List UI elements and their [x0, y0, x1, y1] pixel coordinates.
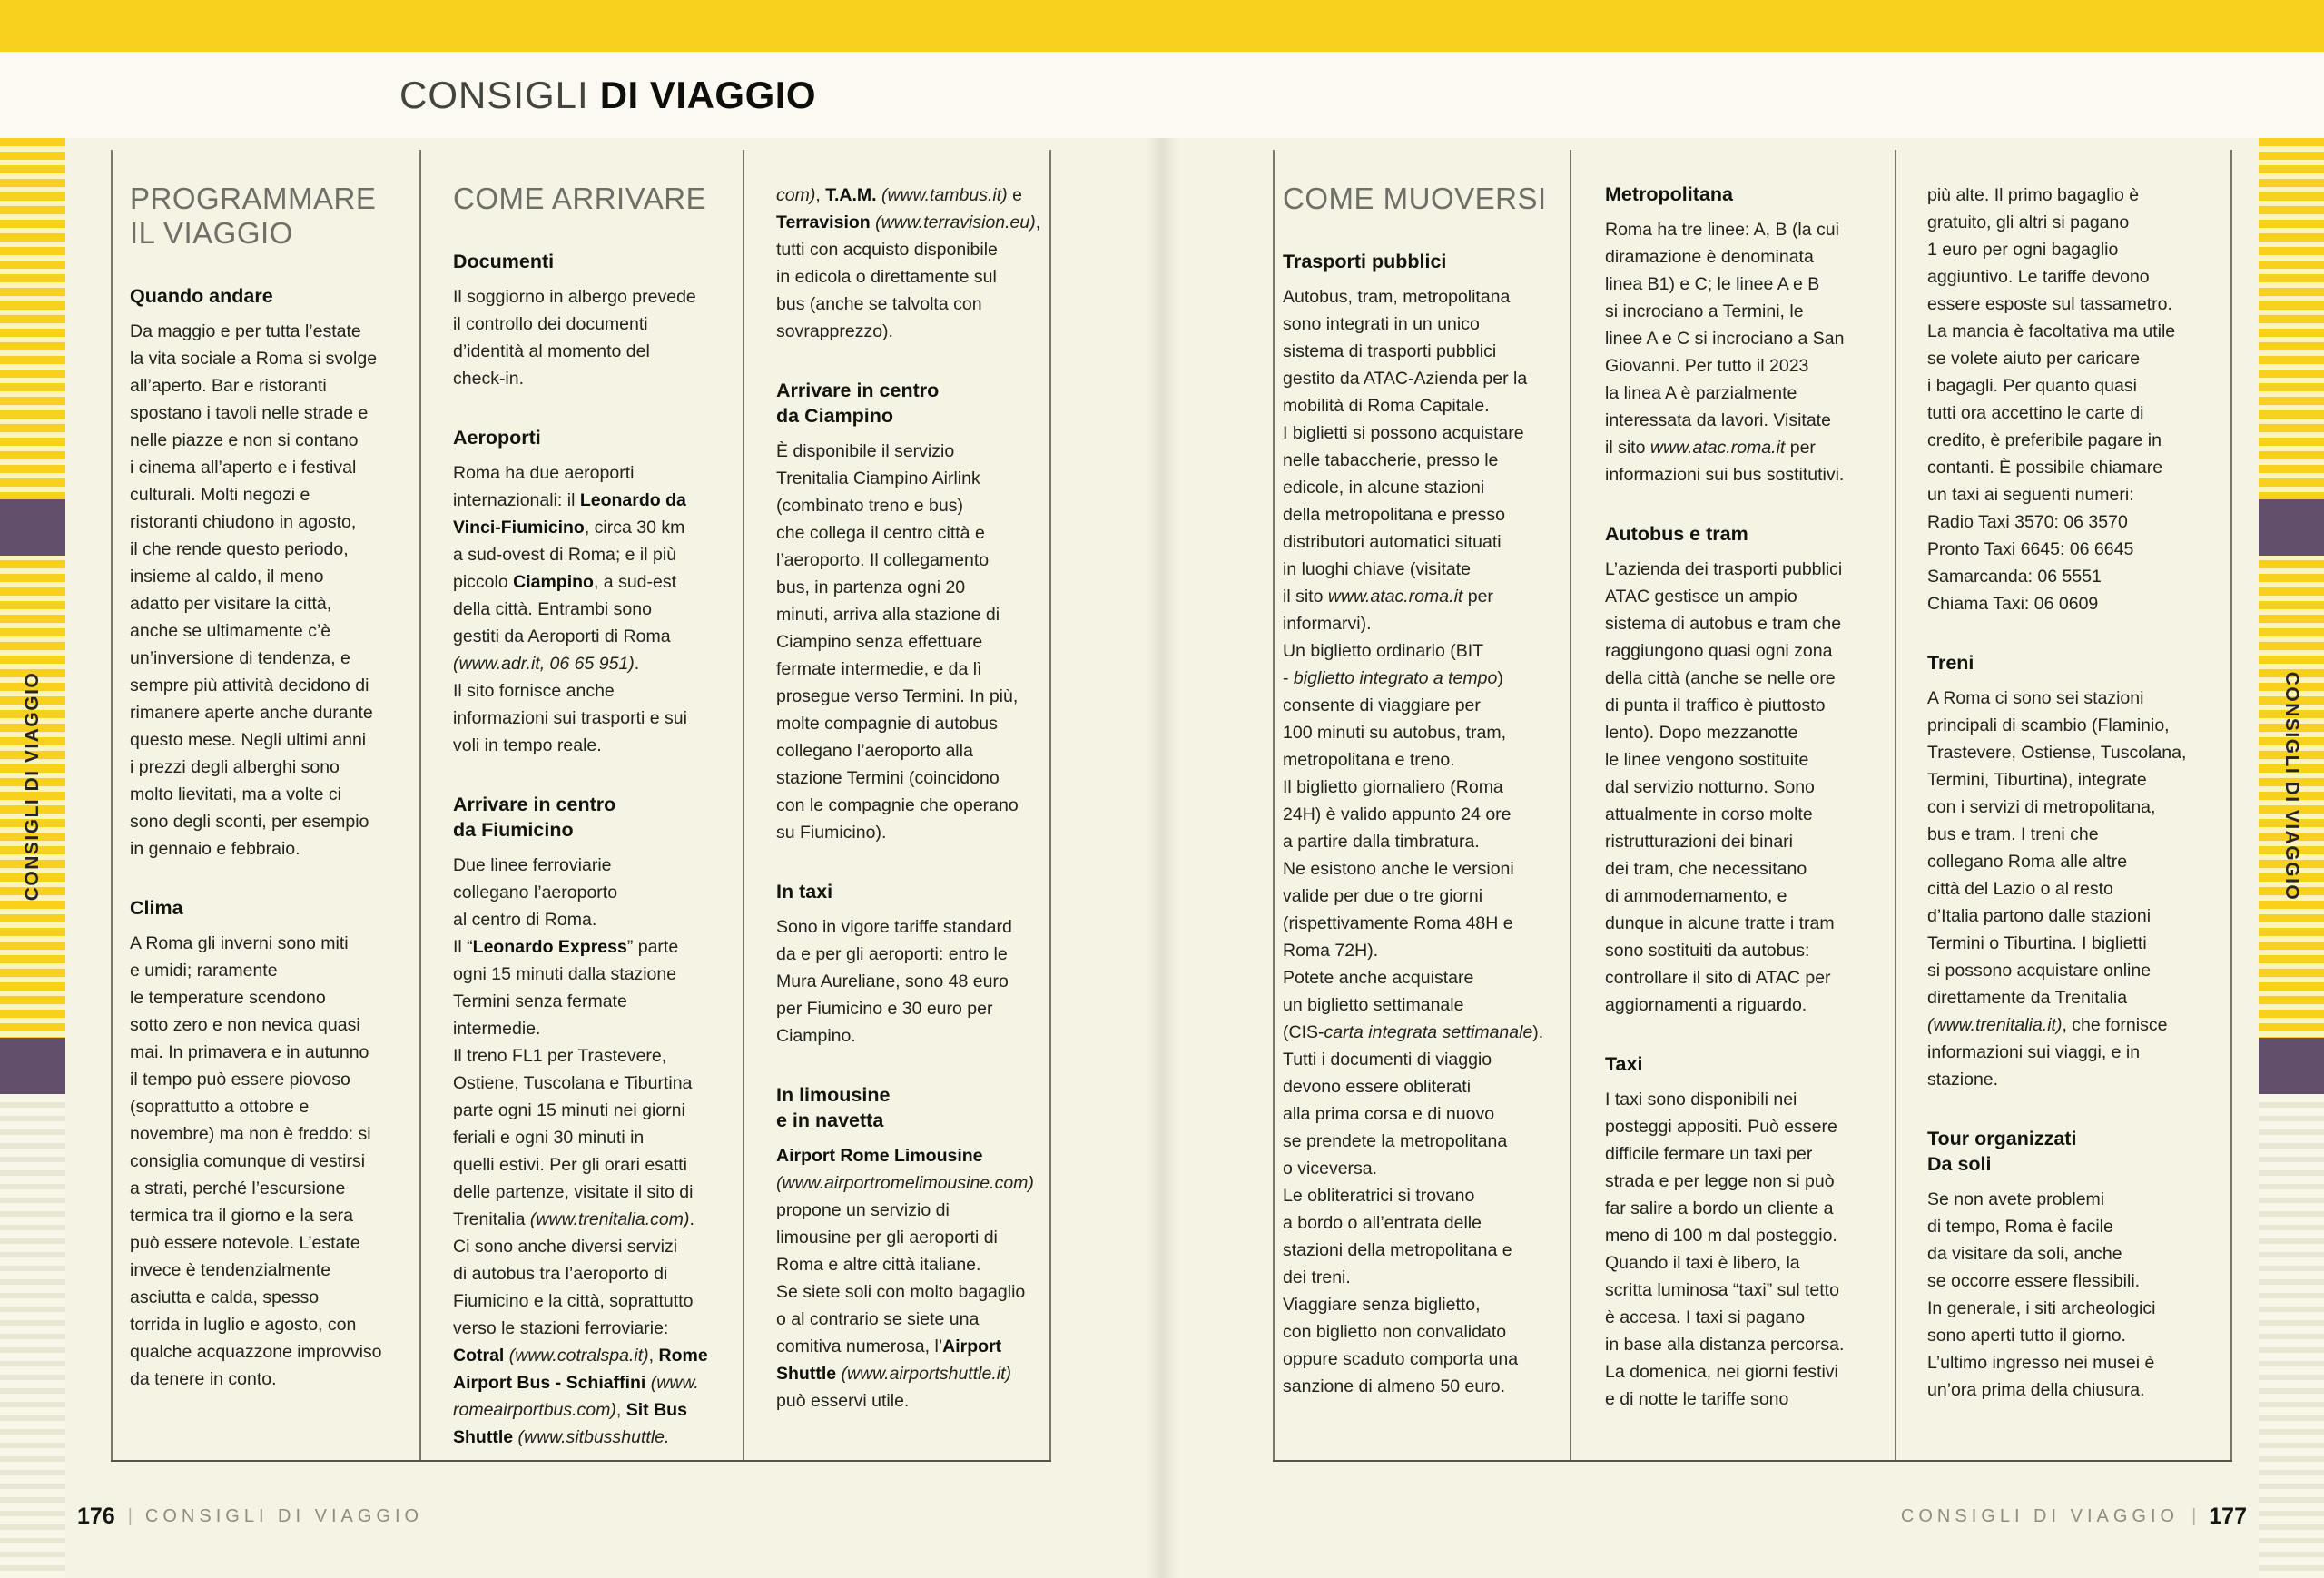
column-rule — [1273, 150, 1275, 1462]
column-2 — [453, 182, 730, 1451]
left-tab-stripes-pale — [0, 1094, 65, 1578]
page-gutter-crease — [1146, 138, 1178, 1578]
column-6 — [1927, 182, 2204, 1404]
paragraph: Sono in vigore tariffe standard da e per gli aeroporti: entro le Mura Aureliane, sono 48 euro per Fiumicino e 30 euro per Ciampino. — [776, 917, 1012, 1046]
column-4 — [1283, 182, 1560, 1400]
paragraph: com), T.A.M. (www.tambus.it) e Terravision (www.terravision.eu), tutti con acquisto disponibile in edicola o direttamente sul bus (anche se talvolta con sovrapprezzo). — [776, 185, 1041, 341]
column-rule — [743, 150, 744, 1462]
left-edge-tab — [0, 138, 65, 1578]
right-tab-stripes-pale — [2259, 1094, 2324, 1578]
subheading: Arrivare in centro da Fiumicino — [453, 794, 616, 841]
footer-separator: | — [2191, 1505, 2197, 1526]
subheading: Documenti — [453, 251, 555, 272]
paragraph: Airport Rome Limousine (www.airportromelimousine.com) propone un servizio di limousine per gli aeroporti di Roma e altre città italiane. Se siete soli con molto bagaglio o al contrario se siete una comitiva numerosa, l’Airport Shuttle (www.airportshuttle.it) può esservi utile. — [776, 1146, 1034, 1411]
subheading: Clima — [130, 897, 183, 919]
bottom-rule-left-page — [111, 1460, 1051, 1462]
subheading: Taxi — [1605, 1053, 1643, 1075]
section-title: COME ARRIVARE — [453, 182, 707, 215]
left-tab-purple-block-top — [0, 499, 65, 556]
section-title: COME MUOVERSI — [1283, 182, 1547, 215]
right-tab-purple-block-bottom — [2259, 1038, 2324, 1094]
subheading: Treni — [1927, 652, 1974, 674]
column-5 — [1605, 182, 1882, 1413]
subheading: Arrivare in centro da Ciampino — [776, 380, 940, 427]
column-rule — [1570, 150, 1571, 1462]
subheading: Quando andare — [130, 285, 273, 307]
section-title: PROGRAMMARE IL VIAGGIO — [130, 182, 377, 250]
subheading: Trasporti pubblici — [1283, 251, 1447, 272]
page-title-bold: DI VIAGGIO — [599, 73, 817, 116]
subheading: Autobus e tram — [1605, 523, 1748, 545]
paragraph: A Roma ci sono sei stazioni principali di scambio (Flaminio, Trastevere, Ostiense, Tuscolana, Termini, Tiburtina), integrate con i servizi di metropolitana, bus e tram. I treni che collegano Roma alle altre città del Lazio o al resto d’Italia partono dalle stazioni Termini o Tiburtina. I biglietti si possono acquistare online direttamente da Trenitalia (www.trenitalia.it), che fornisce informazioni sui viaggi, e in stazione. — [1927, 688, 2187, 1090]
footer-right — [1901, 1498, 2247, 1534]
paragraph: Roma ha due aeroporti internazionali: il Leonardo da Vinci-Fiumicino, circa 30 km a sud-ovest di Roma; e il più piccolo Ciampino, a sud-est della città. Entrambi sono gestiti da Aeroporti di Roma (www.adr.it, 06 65 951). Il sito fornisce anche informazioni sui trasporti e sui voli in tempo reale. — [453, 463, 687, 755]
paragraph: Autobus, tram, metropolitana sono integrati in un unico sistema di trasporti pubblici gestito da ATAC-Azienda per la mobilità di Roma Capitale. I biglietti si possono acquistare nelle tabaccherie, presso le edicole, in alcune stazioni della metropolitana e presso distributori automatici situati in luoghi chiave (visitate il sito www.atac.roma.it per informarvi). Un biglietto ordinario (BIT - biglietto integrato a tempo) consente di viaggiare per 100 minuti su autobus, tram, metropolitana e treno. Il biglietto giornaliero (Roma 24H) è valido appunto 24 ore a partire dalla timbratura. Ne esistono anche le versioni valide per due o tre giorni (rispettivamente Roma 48H e Roma 72H). Potete anche acquistare un biglietto settimanale (CIS-carta integrata settimanale). Tutti i documenti di viaggio devono essere obliterati alla prima corsa e di nuovo se prendete la metropolitana o viceversa. Le obliteratrici si trovano a bordo o all’entrata delle stazioni della metropolitana e dei treni. Viaggiare senza biglietto, con biglietto non convalidato oppure scaduto comporta una sanzione di almeno 50 euro. — [1283, 287, 1544, 1396]
subheading: Metropolitana — [1605, 183, 1733, 205]
column-rule — [1895, 150, 1896, 1462]
right-tab-purple-block-top — [2259, 499, 2324, 556]
column-3 — [776, 182, 1053, 1415]
paragraph: Il soggiorno in albergo prevede il controllo dei documenti d’identità al momento del check-in. — [453, 287, 696, 389]
column-1 — [130, 182, 407, 1393]
page-number-right: 177 — [2209, 1503, 2247, 1529]
subheading: In limousine e in navetta — [776, 1084, 891, 1131]
bottom-rule-right-page — [1273, 1460, 2232, 1462]
top-accent-bar — [0, 0, 2324, 52]
column-rule — [2230, 150, 2232, 1462]
subheading: Tour organizzati Da soli — [1927, 1128, 2077, 1175]
paragraph: Due linee ferroviarie collegano l’aeroporto al centro di Roma. Il “Leonardo Express” parte ogni 15 minuti dalla stazione Termini senza fermate intermedie. Il treno FL1 per Trastevere, Ostiene, Tuscolana e Tiburtina parte ogni 15 minuti nei giorni feriali e ogni 30 minuti in quelli estivi. Per gli orari esatti delle partenze, visitate il sito di Trenitalia (www.trenitalia.com). Ci sono anche diversi servizi di autobus tra l’aeroporto di Fiumicino e la città, soprattutto verso le stazioni ferroviarie: Cotral (www.cotralspa.it), Rome Airport Bus - Schiaffini (www. romeairportbus.com), Sit Bus Shuttle (www.sitbusshuttle. — [453, 855, 708, 1447]
page-title-light: CONSIGLI — [399, 73, 589, 116]
page-title — [399, 52, 816, 138]
paragraph: Roma ha tre linee: A, B (la cui diramazione è denominata linea B1) e C; le linee A e B si incrociano a Termini, le linee A e C si incrociano a San Giovanni. Per tutto il 2023 la linea A è parzialmente interessata da lavori. Visitate il sito www.atac.roma.it per informazioni sui bus sostitutivi. — [1605, 220, 1845, 485]
footer-label-left: CONSIGLI DI VIAGGIO — [144, 1505, 424, 1526]
paragraph: L’azienda dei trasporti pubblici ATAC gestisce un ampio sistema di autobus e tram che raggiungono quasi ogni zona della città (anche se nelle ore di punta il traffico è piuttosto lento). Dopo mezzanotte le linee vengono sostituite dal servizio notturno. Sono attualmente in corso molte ristrutturazioni dei binari dei tram, che necessitano di ammodernamento, e dunque in alcune tratte i tram sono sostituiti da autobus: controllare il sito di ATAC per aggiornamenti a riguardo. — [1605, 559, 1843, 1015]
paragraph: Da maggio e per tutta l’estate la vita sociale a Roma si svolge all’aperto. Bar e ristoranti spostano i tavoli nelle strade e nelle piazze e non si contano i cinema all’aperto e i festival culturali. Molti negozi e ristoranti chiudono in agosto, il che rende questo periodo, insieme al caldo, il meno adatto per visitare la città, anche se ultimamente c’è un’inversione di tendenza, e sempre più attività decidono di rimanere aperte anche durante questo mese. Negli ultimi anni i prezzi degli alberghi sono molto lievitati, ma a volte ci sono degli sconti, per esempio in gennaio e febbraio. — [130, 321, 378, 859]
paragraph: A Roma gli inverni sono miti e umidi; raramente le temperature scendono sotto zero e non nevica quasi mai. In primavera e in autunno il tempo può essere piovoso (soprattutto a ottobre e novembre) ma non è freddo: si consiglia comunque di vestirsi a strati, perché l’escursione termica tra il giorno e la sera può essere notevole. L’estate invece è tendenzialmente asciutta e calda, spesso torrida in luglio e agosto, con qualche acquazzone improvviso da tenere in conto. — [130, 933, 382, 1389]
right-tab-stripes-bright — [2259, 138, 2324, 1094]
paragraph: più alte. Il primo bagaglio è gratuito, gli altri si pagano 1 euro per ogni bagaglio aggiuntivo. Le tariffe devono essere esposte sul tassametro. La mancia è facoltativa ma utile se volete aiuto per caricare i bagagli. Per quanto quasi tutti ora accettino le carte di credito, è preferibile pagare in contanti. È possibile chiamare un taxi ai seguenti numeri: Radio Taxi 3570: 06 3570 Pronto Taxi 6645: 06 6645 Samarcanda: 06 5551 Chiama Taxi: 06 0609 — [1927, 185, 2176, 614]
footer-label-right: CONSIGLI DI VIAGGIO — [1900, 1505, 2180, 1526]
left-tab-label: CONSIGLI DI VIAGGIO — [22, 671, 43, 902]
subheading: Aeroporti — [453, 427, 541, 449]
subheading: In taxi — [776, 881, 833, 902]
right-edge-tab — [2259, 138, 2324, 1578]
header-band — [0, 52, 2324, 138]
footer-separator: | — [127, 1505, 133, 1526]
left-tab-purple-block-bottom — [0, 1038, 65, 1094]
footer-left — [77, 1498, 423, 1534]
page-number-left: 176 — [77, 1503, 115, 1529]
column-rule — [111, 150, 113, 1462]
left-tab-stripes-bright — [0, 138, 65, 1094]
paragraph: Se non avete problemi di tempo, Roma è facile da visitare da soli, anche se occorre essere flessibili. In generale, i siti archeologici sono aperti tutto il giorno. L’ultimo ingresso nei musei è un’ora prima della chiusura. — [1927, 1189, 2156, 1400]
paragraph: I taxi sono disponibili nei posteggi appositi. Può essere difficile fermare un taxi per strada e per legge non si può far salire a bordo un cliente a meno di 100 m dal posteggio. Quando il taxi è libero, la scritta luminosa “taxi” sul tetto è accesa. I taxi si pagano in base alla distanza percorsa. La domenica, nei giorni festivi e di notte le tariffe sono — [1605, 1090, 1845, 1409]
right-tab-label: CONSIGLI DI VIAGGIO — [2281, 671, 2302, 902]
column-rule — [419, 150, 421, 1462]
paragraph: È disponibile il servizio Trenitalia Ciampino Airlink (combinato treno e bus) che collega il centro città e l’aeroporto. Il collegamento bus, in partenza ogni 20 minuti, arriva alla stazione di Ciampino senza effettuare fermate intermedie, e da lì prosegue verso Termini. In più, molte compagnie di autobus collegano l’aeroporto alla stazione Termini (coincidono con le compagnie che operano su Fiumicino). — [776, 441, 1019, 843]
